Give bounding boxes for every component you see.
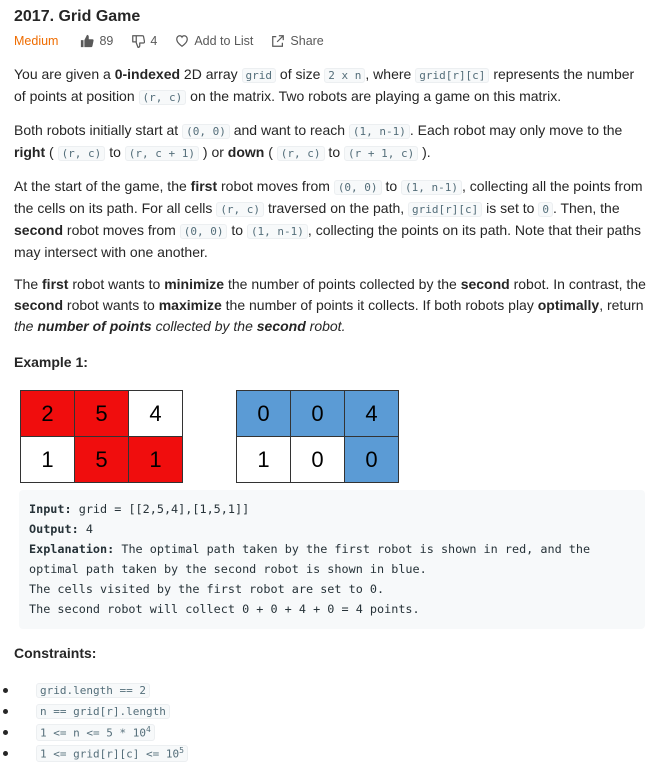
description-paragraph-2: Both robots initially start at (0, 0) and want to reach (1, n-1) . Each robot may only move to the right ( (r, c) to (r, c + 1) ) or down ( (r, c) to (r + 1, c) ).	[14, 122, 623, 160]
grid-cell: 0	[345, 437, 399, 483]
like-button[interactable]	[80, 34, 113, 48]
grid-cell: 0	[237, 391, 291, 437]
description-paragraph-4: The first robot wants to minimize the number of points collected by the second robot. In contrast, the second robot wants to maximize the number of points it collects. If both robots play optimally, return the number of points collected by the second robot.	[14, 276, 646, 334]
grid-cell: 0	[291, 437, 345, 483]
dislike-count: 4	[150, 34, 158, 48]
thumbs-up-icon	[80, 34, 94, 48]
difficulty-badge: Medium	[14, 34, 59, 48]
grid-cell: 5	[75, 437, 129, 483]
example-grid-red	[20, 390, 183, 483]
example-grid-blue	[236, 390, 399, 483]
thumbs-down-icon	[131, 34, 145, 48]
grid-cell: 4	[345, 391, 399, 437]
grid-cell: 2	[21, 391, 75, 437]
share-button[interactable]	[271, 34, 323, 48]
share-icon	[271, 34, 285, 48]
heart-icon	[175, 34, 189, 48]
list-item: 1 <= grid[r][c] <= $10^5$	[36, 743, 188, 764]
problem-title: 2017. Grid Game	[14, 8, 141, 25]
problem-meta-bar	[14, 32, 342, 50]
share-label: Share	[290, 34, 324, 48]
description-paragraph-3: At the start of the game, the first robot moves from (0, 0) to (1, n-1) , collecting all the points from the cells on its path. For all cells (r, c) traversed on the path, grid[r][c] is set to 0 . Then, the second robot moves from (0, 0) to (1, n-1) , collecting the points on its path. Note that their paths may intersect with one another.	[14, 178, 643, 260]
list-item: $1 <= n <= 5 * 10^4$	[36, 722, 188, 743]
example-code-block: Input: grid = [[2,5,4],[1,5,1]] Output: 4 Explanation: The optimal path taken by the first robot is shown in red, and the optimal path taken by the second robot is shown in blue. The cells visited by the first robot are set to 0. The second robot will collect 0 + 0 + 4 + 0 = 4 points.	[19, 490, 645, 629]
like-count: 89	[99, 34, 114, 48]
list-item: grid.length == 2	[36, 680, 188, 701]
list-item: n == grid[r].length	[36, 701, 188, 722]
add-to-list-label: Add to List	[194, 34, 254, 48]
grid-cell: 1	[21, 437, 75, 483]
add-to-list-button[interactable]	[175, 34, 253, 48]
dislike-button[interactable]	[131, 34, 157, 48]
constraints-list	[36, 680, 188, 764]
grid-cell: 0	[291, 391, 345, 437]
example-heading: Example 1:	[14, 354, 88, 370]
grid-cell: 1	[129, 437, 183, 483]
grid-cell: 1	[237, 437, 291, 483]
grid-cell: 4	[129, 391, 183, 437]
constraints-heading: Constraints:	[14, 645, 97, 661]
grid-cell: 5	[75, 391, 129, 437]
description-paragraph-1: You are given a 0-indexed 2D array grid of size 2 x n , where grid[r][c] represents the number of points at position (r, c) on the matrix. Two robots are playing a game on this matrix.	[14, 66, 635, 104]
